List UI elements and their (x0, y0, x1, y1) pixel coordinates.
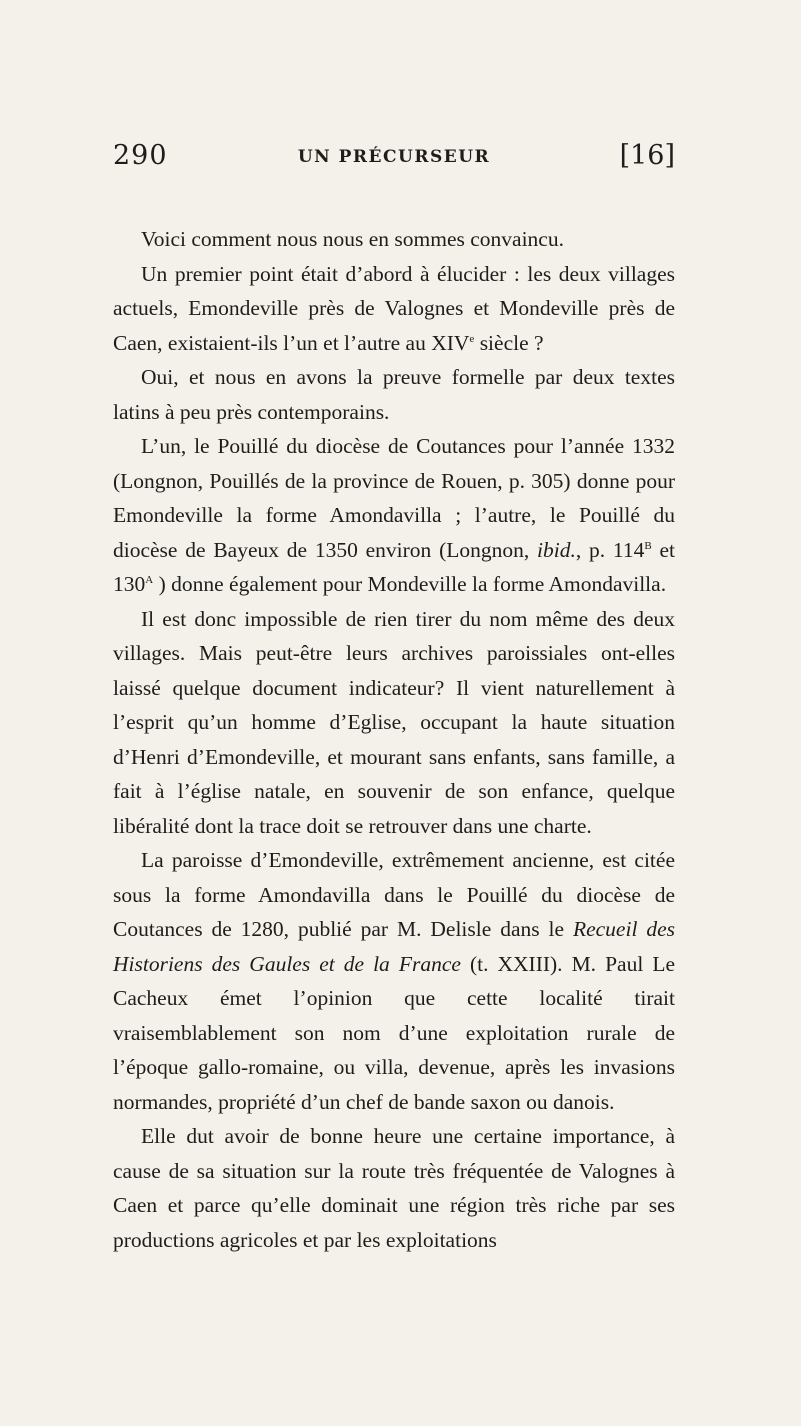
ibid-reference: ibid. (537, 537, 576, 562)
page-number: 290 (113, 140, 168, 171)
paragraph: Il est donc impossible de rien tirer du nom même des deux villages. Mais peut-être leurs archives paroissiales ont-elles laissé quelque document indicateur? Il vient naturellement à l’esprit qu’un homme d’Eglise, occupant la haute situation d’Henri d’Emondeville, et mourant sans enfants, sans famille, a fait à l’église natale, en souvenir de son enfance, quelque libéralité dont la trace doit se retrouver dans une charte. (113, 606, 675, 838)
paragraph: La paroisse d’Emondeville, extrêmement ancienne, est citée sous la forme Amondavilla dans le Pouillé du diocèse de Coutances de 1280, publié par M. Delisle dans le Recueil des Historiens des Gaules et de la France (t. XXIII). M. Paul Le Cacheux émet l’opinion que cette localité tirait vraisemblablement son nom d’une exploitation rurale de l’époque gallo-romaine, ou villa, devenue, après les invasions normandes, propriété d’un chef de bande saxon ou danois. (113, 848, 676, 1114)
section-reference: [16] (619, 140, 675, 171)
body-text (113, 222, 675, 1257)
paragraph: Un premier point était d’abord à élucider : les deux villages actuels, Emondeville près de Valognes et Mondeville près de Caen, existaient-ils l’un et l’autre au XIVe siècle ? (113, 261, 675, 355)
paragraph: L’un, le Pouillé du diocèse de Coutances pour l’année 1332 (Longnon, Pouillés de la province de Rouen, p. 305) donne pour Emondeville la forme Amondavilla ; l’autre, le Pouillé du diocèse de Bayeux de 1350 environ (Longnon, ibid., p. $114^B$ et $130^A$ ) donne également pour Mondeville la forme Amondavilla. (113, 434, 675, 596)
page-header (113, 140, 675, 180)
paragraph: Voici comment nous nous en sommes convaincu. (141, 227, 564, 251)
book-title: Recueil des Historiens des Gaules et de la France (113, 917, 675, 976)
paragraph: Oui, et nous en avons la preuve formelle par deux textes latins à peu près contemporains. (113, 365, 675, 424)
running-title: UN PRÉCURSEUR (297, 147, 491, 167)
paragraph: Elle dut avoir de bonne heure une certaine importance, à cause de sa situation sur la route très fréquentée de Valognes à Caen et parce qu’elle dominait une région très riche par ses productions agricoles et par les exploitations (113, 1124, 675, 1252)
